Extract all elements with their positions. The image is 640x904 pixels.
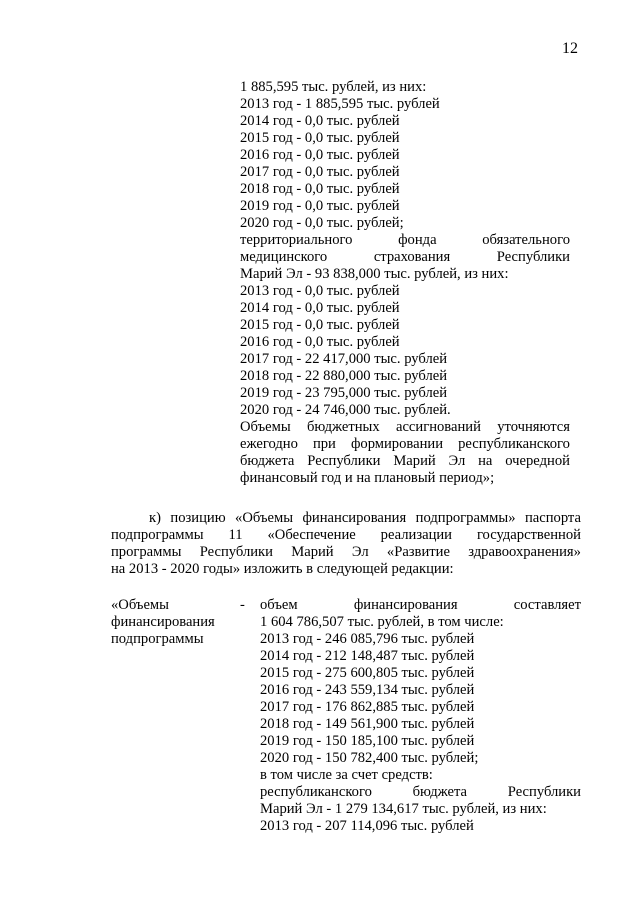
year-line: 2016 год - 0,0 тыс. рублей xyxy=(240,334,400,350)
word: очередной xyxy=(505,453,570,469)
word: «Развитие xyxy=(386,544,450,560)
word: бюджетных xyxy=(306,419,380,435)
text-line: 2020 год - 0,0 тыс. рублей; xyxy=(240,215,404,231)
text-line: 2018 год - 0,0 тыс. рублей xyxy=(240,181,400,197)
label-line: финансирования xyxy=(111,614,215,630)
word: объем xyxy=(260,597,298,613)
word: программы xyxy=(111,544,182,560)
word: Марий xyxy=(291,544,334,560)
year-line: 2017 год - 22 417,000 тыс. рублей xyxy=(240,351,448,367)
word: бюджета xyxy=(412,784,468,800)
year-line: 2018 год - 149 561,900 тыс. рублей xyxy=(260,716,475,732)
funding-block-new xyxy=(260,597,581,835)
word: территориального xyxy=(240,232,353,248)
word: государственной xyxy=(476,527,581,543)
text-line: 2019 год - 0,0 тыс. рублей xyxy=(240,198,400,214)
word: при xyxy=(312,436,336,452)
tfoms-line-3: Марий Эл - 93 838,000 тыс. рублей, из них: xyxy=(240,266,509,282)
word: финансирования xyxy=(302,510,407,526)
rb-line-2: Марий Эл - 1 279 134,617 тыс. рублей, из них: xyxy=(260,801,547,817)
tfoms-line-1 xyxy=(240,232,570,249)
funding-head-line xyxy=(260,597,581,614)
paragraph-line-2 xyxy=(111,527,581,544)
word: на xyxy=(478,453,493,469)
word: ежегодно xyxy=(240,436,298,452)
word: «Объемы xyxy=(235,510,294,526)
text-line: 2014 год - 0,0 тыс. рублей xyxy=(240,113,400,129)
note-line-3 xyxy=(240,453,570,470)
text-line: 2016 год - 0,0 тыс. рублей xyxy=(240,147,400,163)
year-line: 2015 год - 0,0 тыс. рублей xyxy=(240,317,400,333)
year-line: 2013 год - 0,0 тыс. рублей xyxy=(240,283,400,299)
year-line: 2019 год - 150 185,100 тыс. рублей xyxy=(260,733,475,749)
text-line: 1 885,595 тыс. рублей, из них: xyxy=(240,79,427,95)
word: Республики xyxy=(307,453,381,469)
word: медицинского xyxy=(240,249,328,265)
funding-label xyxy=(111,597,215,648)
label-dash: - xyxy=(240,597,245,613)
year-line: 2019 год - 23 795,000 тыс. рублей xyxy=(240,385,448,401)
year-line: 2016 год - 243 559,134 тыс. рублей xyxy=(260,682,475,698)
word: к) xyxy=(149,510,161,526)
word: бюджета xyxy=(240,453,295,469)
word: Объемы xyxy=(240,419,291,435)
year-line: в том числе за счет средств: xyxy=(260,767,433,783)
word: составляет xyxy=(513,597,581,613)
word: фонда xyxy=(398,232,437,248)
text-line: 2017 год - 0,0 тыс. рублей xyxy=(240,164,400,180)
word: Республики xyxy=(496,249,570,265)
paragraph-line-3 xyxy=(111,544,581,561)
word: здравоохранения» xyxy=(468,544,581,560)
page-number: 12 xyxy=(562,40,578,57)
word: позицию xyxy=(170,510,226,526)
word: республиканского xyxy=(458,436,570,452)
text-line: 2015 год - 0,0 тыс. рублей xyxy=(240,130,400,146)
word: обязательного xyxy=(482,232,570,248)
word: страхования xyxy=(373,249,451,265)
word: ассигнований xyxy=(395,419,481,435)
word: 11 xyxy=(228,527,243,543)
text-line: 2013 год - 1 885,595 тыс. рублей xyxy=(240,96,440,112)
rb-line-3: 2013 год - 207 114,096 тыс. рублей xyxy=(260,818,474,834)
year-line: 1 604 786,507 тыс. рублей, в том числе: xyxy=(260,614,504,630)
note-line-4: финансовый год и на плановый период»; xyxy=(240,470,495,486)
word: Республики xyxy=(199,544,273,560)
amendment-paragraph xyxy=(111,510,581,578)
funding-block-continued xyxy=(240,79,570,487)
year-line: 2017 год - 176 862,885 тыс. рублей xyxy=(260,699,475,715)
label-line: подпрограммы xyxy=(111,631,204,647)
year-line: 2014 год - 0,0 тыс. рублей xyxy=(240,300,400,316)
word: Республики xyxy=(507,784,581,800)
year-line: 2018 год - 22 880,000 тыс. рублей xyxy=(240,368,448,384)
year-line: 2015 год - 275 600,805 тыс. рублей xyxy=(260,665,475,681)
note-line-2 xyxy=(240,436,570,453)
year-line: 2013 год - 246 085,796 тыс. рублей xyxy=(260,631,475,647)
word: формировании xyxy=(350,436,444,452)
word: Эл xyxy=(351,544,369,560)
word: республиканского xyxy=(260,784,372,800)
word: паспорта xyxy=(524,510,581,526)
word: Эл xyxy=(448,453,466,469)
paragraph-line-4: на 2013 - 2020 годы» изложить в следующей редакции: xyxy=(111,561,454,577)
paragraph-line-1 xyxy=(111,510,581,527)
year-line: 2020 год - 150 782,400 тыс. рублей; xyxy=(260,750,479,766)
note-line-1 xyxy=(240,419,570,436)
word: «Обеспечение xyxy=(267,527,356,543)
label-line: «Объемы xyxy=(111,597,169,613)
word: подпрограммы xyxy=(111,527,204,543)
tfoms-line-2 xyxy=(240,249,570,266)
year-line: 2014 год - 212 148,487 тыс. рублей xyxy=(260,648,475,664)
word: реализации xyxy=(380,527,452,543)
year-line: 2020 год - 24 746,000 тыс. рублей. xyxy=(240,402,451,418)
word: уточняются xyxy=(497,419,570,435)
rb-line-1 xyxy=(260,784,581,801)
word: Марий xyxy=(393,453,436,469)
word: финансирования xyxy=(353,597,458,613)
word: подпрограммы» xyxy=(415,510,516,526)
